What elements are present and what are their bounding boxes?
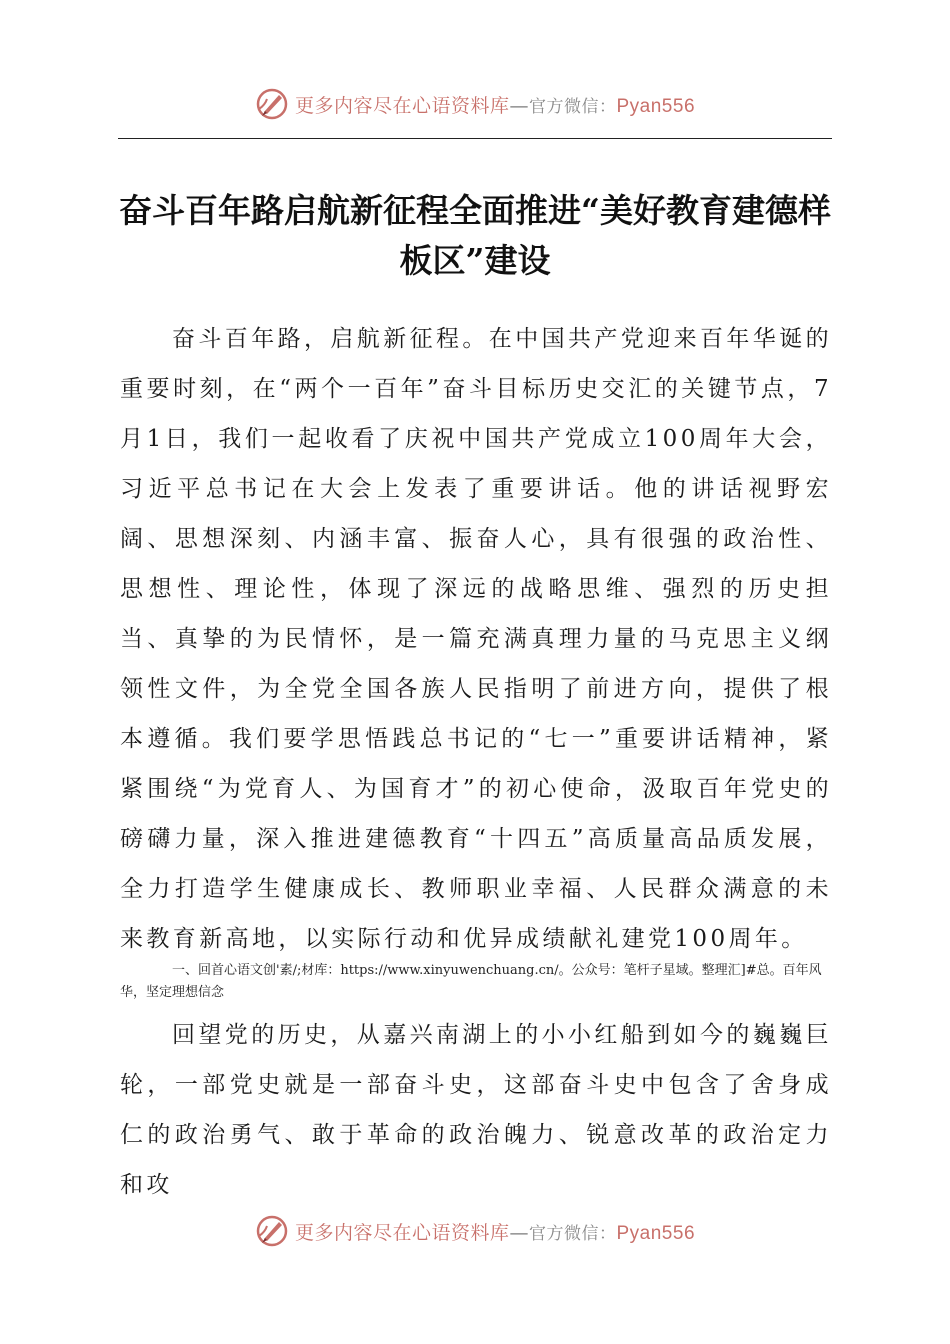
banner-separator: — xyxy=(509,94,529,117)
banner-text xyxy=(295,1218,695,1245)
paragraph-1: 奋斗百年路，启航新征程。在中国共产党迎来百年华诞的重要时刻，在“两个一百年”奋斗目标历史交汇的关键节点，7月1日，我们一起收看了庆祝中国共产党成立100周年大会，习近平总书记在大会上发表了重要讲话。他的讲话视野宏阔、思想深刻、内涵丰富、振奋人心，具有很强的政治性、思想性、理论性，体现了深远的战略思维、强烈的历史担当、真挚的为民情怀，是一篇充满真理力量的马克思主义纲领性文件，为全党全国各族人民指明了前进方向，提供了根本遵循。我们要学思悟践总书记的“七一”重要讲话精神，紧紧围绕“为党育人、为国育才”的初心使命，汲取百年党史的磅礴力量，深入推进建德教育“十四五”高质量高品质发展，全力打造学生健康成长、教师职业幸福、人民群众满意的未来教育新高地，以实际行动和优异成绩献礼建党100周年。 xyxy=(120,326,832,952)
quill-pen-icon xyxy=(255,1214,289,1248)
banner-text xyxy=(295,91,695,118)
banner-separator: — xyxy=(509,1221,529,1244)
banner-wechat-label: 官方微信： xyxy=(529,96,617,117)
banner-wechat-id: Pyan556 xyxy=(616,95,696,117)
paragraph-2: 回望党的历史，从嘉兴南湖上的小小红船到如今的巍巍巨轮，一部党史就是一部奋斗史，这部奋斗史中包含了舍身成仁的政治勇气、敢于革命的政治魄力、锐意改革的政治定力和攻 xyxy=(120,1022,832,1198)
banner-wechat-id: Pyan556 xyxy=(616,1222,696,1244)
source-note: 一、回首心语文创'素/;材库：https://www.xinyuwenchuang.cn/。公众号：笔杆子星域。整理汇]#总。百年风华，坚定理想信念 xyxy=(120,963,822,1000)
header-divider xyxy=(118,138,832,139)
banner-main-text: 更多内容尽在心语资料库 xyxy=(294,1221,510,1244)
banner-wechat-label: 官方微信： xyxy=(529,1223,617,1244)
footer-banner xyxy=(0,1211,950,1251)
banner-main-text: 更多内容尽在心语资料库 xyxy=(294,94,510,117)
document-title: 奋斗百年路启航新征程全面推进“美好教育建德样板区”建设 xyxy=(119,191,831,280)
quill-pen-icon xyxy=(255,87,289,121)
header-banner xyxy=(0,84,950,124)
